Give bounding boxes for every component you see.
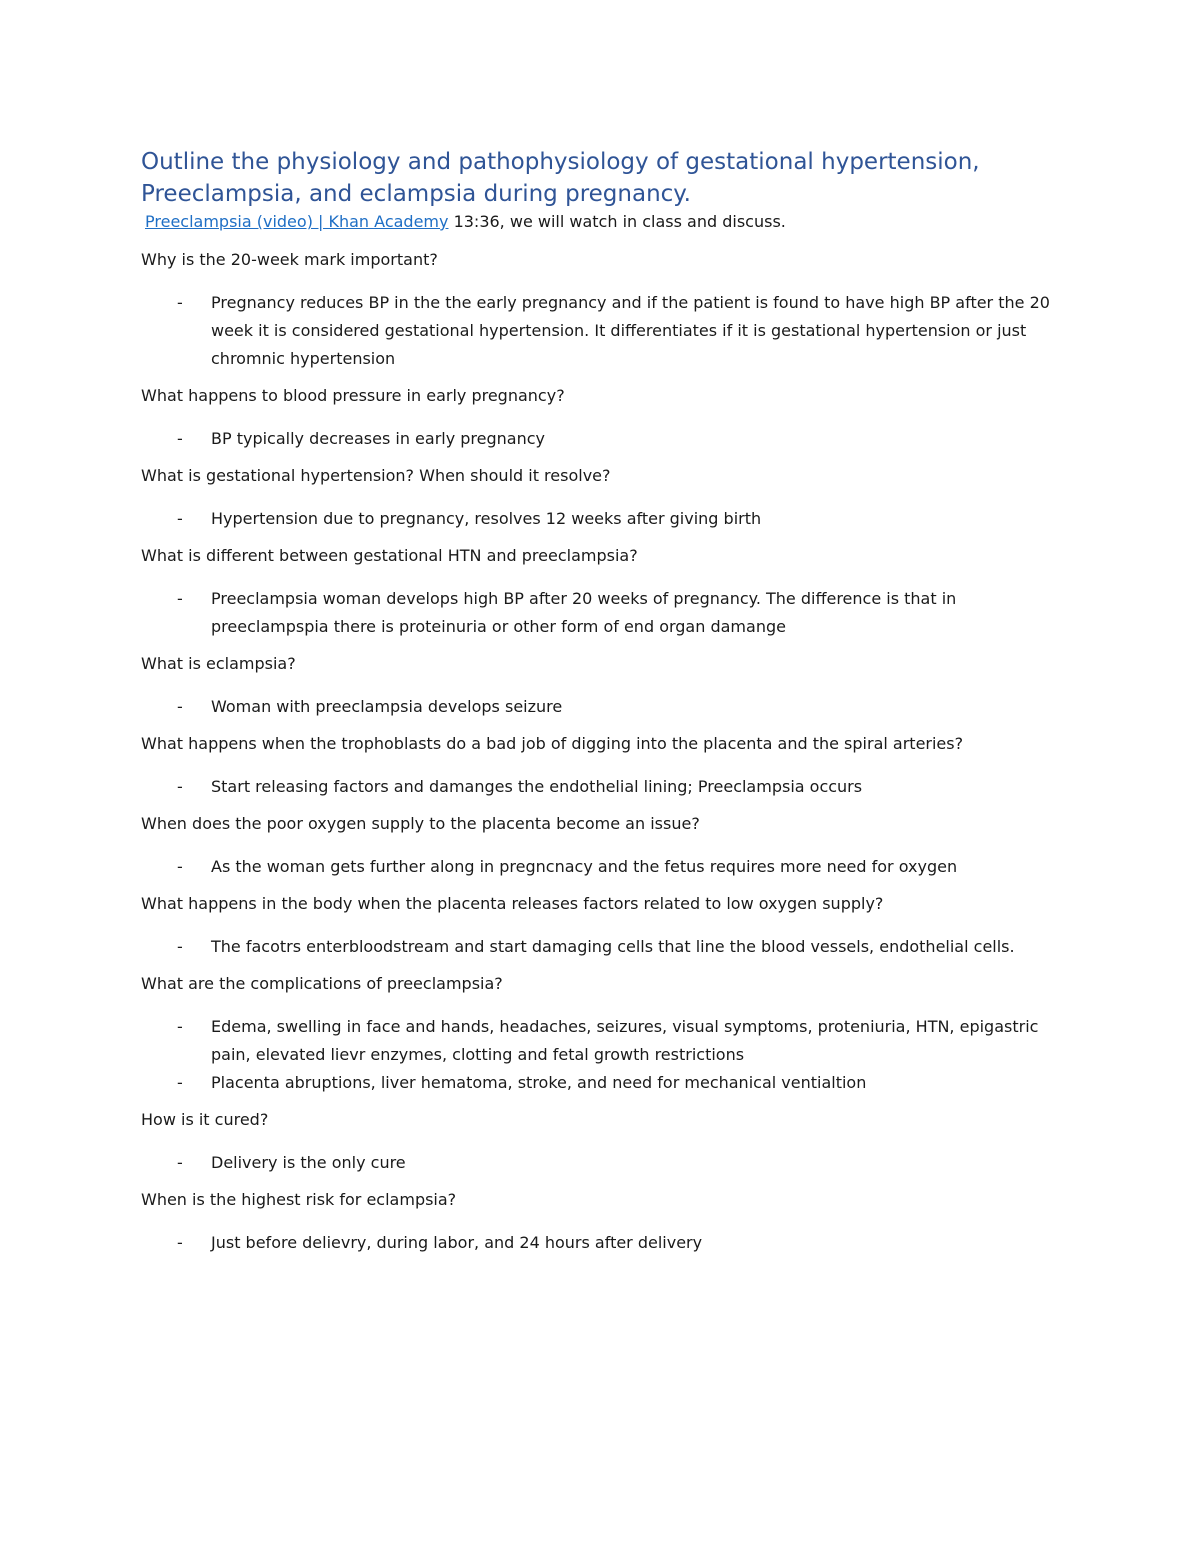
answer-item [141,289,1071,373]
qa-block [141,652,1071,721]
bullet-dash: - [177,1073,183,1092]
answer-text: Placenta abruptions, liver hematoma, stroke, and need for mechanical ventialtion [211,1073,867,1092]
question-text: What are the complications of preeclampsia? [141,974,503,993]
document-page [141,146,1071,1257]
source-line [145,210,1071,248]
bullet-dash: - [177,857,183,876]
question-text: What is eclampsia? [141,654,296,673]
question-text: What happens in the body when the placenta releases factors related to low oxygen supply? [141,894,884,913]
question-text: How is it cured? [141,1110,269,1129]
qa-block [141,1188,1071,1257]
answer-list [141,505,1071,533]
qa-block [141,544,1071,641]
qa-block [141,812,1071,881]
answer-list [141,853,1071,881]
qa-block [141,464,1071,533]
qa-block [141,892,1071,961]
answer-text: As the woman gets further along in pregncnacy and the fetus requires more need for oxygen [211,857,958,876]
bullet-dash: - [177,589,183,608]
answer-item [141,1229,1071,1257]
answer-list [141,585,1071,641]
answer-item [141,693,1071,721]
answer-list [141,693,1071,721]
answer-text: The facotrs enterbloodstream and start damaging cells that line the blood vessels, endothelial cells. [211,937,1015,956]
question-text: When is the highest risk for eclampsia? [141,1190,457,1209]
bullet-dash: - [177,429,183,448]
answer-list [141,933,1071,961]
answer-text: Edema, swelling in face and hands, headaches, seizures, visual symptoms, proteniuria, HTN, epigastric pain, elevated lievr enzymes, clotting and fetal growth restrictions [211,1017,1039,1064]
question-text: What is different between gestational HTN and preeclampsia? [141,546,638,565]
answer-item [141,1013,1071,1069]
bullet-dash: - [177,293,183,312]
qa-block [141,972,1071,1097]
bullet-dash: - [177,937,183,956]
khan-academy-link[interactable]: Preeclampsia (video) | Khan Academy [145,212,449,231]
answer-item [141,1069,1071,1097]
question-text: What happens to blood pressure in early pregnancy? [141,386,565,405]
qa-block [141,248,1071,373]
answer-list [141,1013,1071,1097]
answer-text: Delivery is the only cure [211,1153,406,1172]
answer-list [141,773,1071,801]
answer-text: Pregnancy reduces BP in the the early pregnancy and if the patient is found to have high BP after the 20 week it is considered gestational hypertension. It differentiates if it is gestational hypertension or just chromnic hypertension [211,293,1050,368]
qa-block [141,732,1071,801]
answer-text: Start releasing factors and damanges the endothelial lining; Preeclampsia occurs [211,777,863,796]
answer-list [141,1149,1071,1177]
bullet-dash: - [177,777,183,796]
answer-text: Hypertension due to pregnancy, resolves 12 weeks after giving birth [211,509,762,528]
bullet-dash: - [177,697,183,716]
document-title: Outline the physiology and pathophysiology of gestational hypertension, Preeclampsia, and eclampsia during pregnancy. [141,149,980,207]
question-text: What happens when the trophoblasts do a bad job of digging into the placenta and the spiral arteries? [141,734,964,753]
answer-text: Just before delievry, during labor, and 24 hours after delivery [211,1233,703,1252]
answer-item [141,1149,1071,1177]
answer-list [141,425,1071,453]
answer-list [141,1229,1071,1257]
answer-list [141,289,1071,373]
qa-list [141,248,1071,1257]
bullet-dash: - [177,1017,183,1036]
answer-item [141,853,1071,881]
answer-text: Preeclampsia woman develops high BP after 20 weeks of pregnancy. The difference is that in preeclampspia there is proteinuria or other form of end organ damange [211,589,957,636]
answer-item [141,585,1071,641]
answer-item [141,773,1071,801]
answer-item [141,425,1071,453]
answer-text: BP typically decreases in early pregnancy [211,429,546,448]
bullet-dash: - [177,509,183,528]
answer-item [141,505,1071,533]
question-text: When does the poor oxygen supply to the placenta become an issue? [141,814,700,833]
bullet-dash: - [177,1153,183,1172]
source-note: 13:36, we will watch in class and discuss. [448,212,786,231]
answer-text: Woman with preeclampsia develops seizure [211,697,563,716]
qa-block [141,1108,1071,1177]
qa-block [141,384,1071,453]
question-text: Why is the 20-week mark important? [141,250,438,269]
answer-item [141,933,1071,961]
question-text: What is gestational hypertension? When should it resolve? [141,466,611,485]
bullet-dash: - [177,1233,183,1252]
